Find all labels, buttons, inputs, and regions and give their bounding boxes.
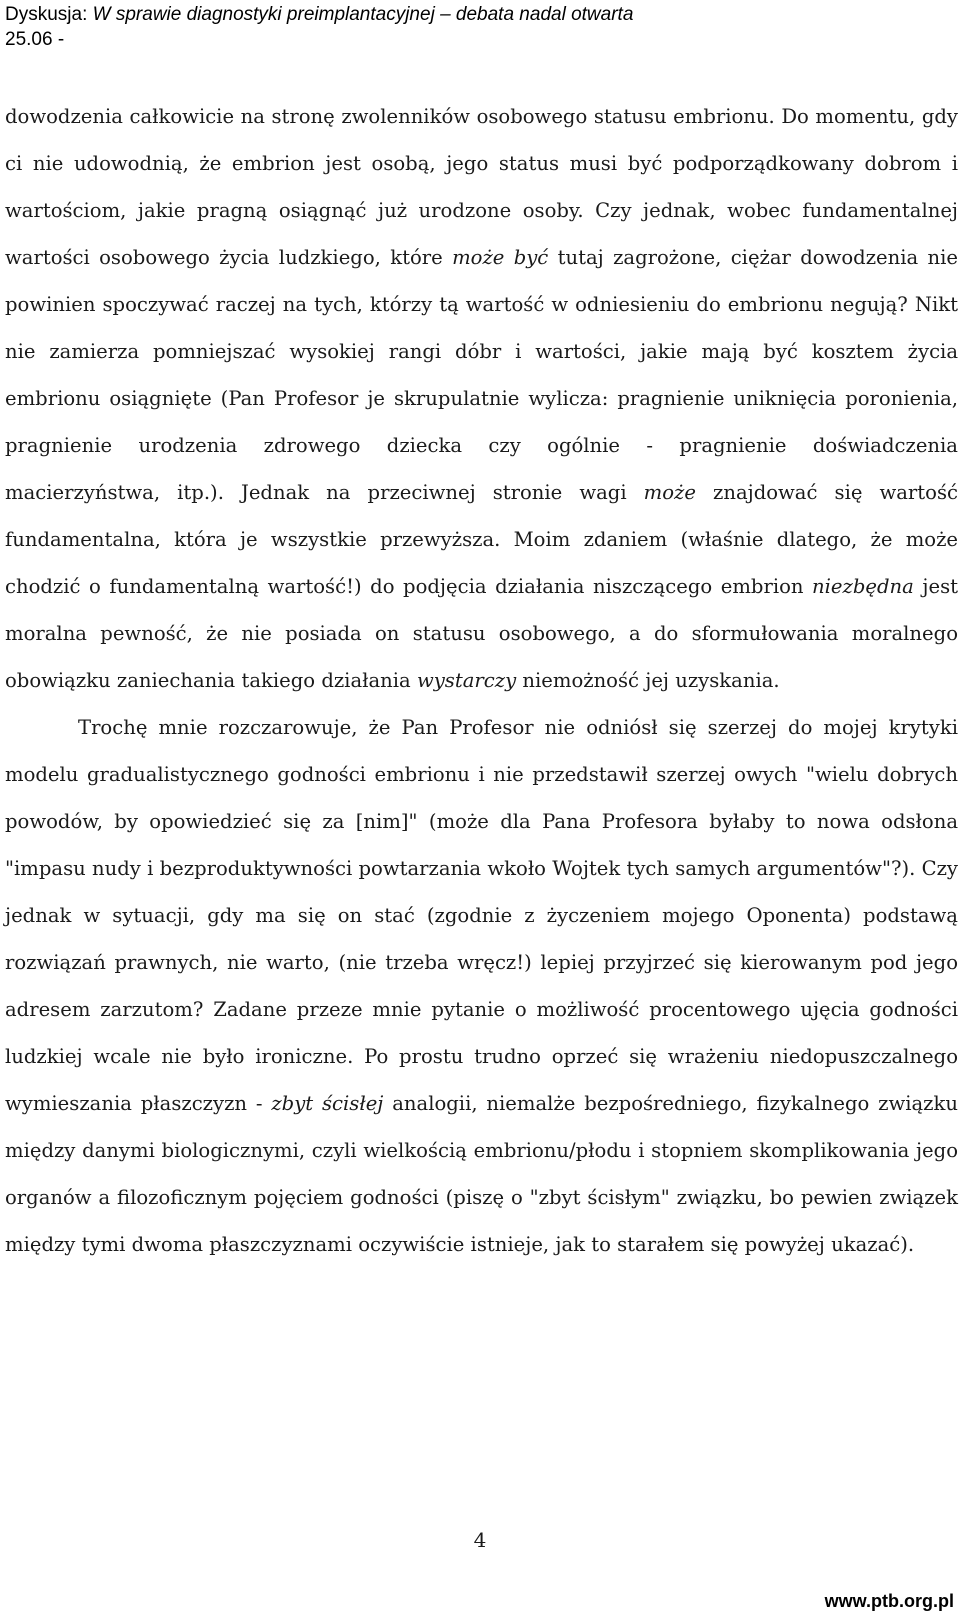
text-run: znajdować się wartość fundamentalna, która je wszystkie przewyższa. Moim zdaniem (właśnie dlatego, że może chodzić o fundamentalną wartość!) do podjęcia działania niszczącego embrion xyxy=(5,481,958,598)
header-prefix: Dyskusja: xyxy=(5,4,93,25)
emphasized-text: wystarczy xyxy=(416,669,517,692)
site-url: www.ptb.org.pl xyxy=(824,1591,954,1611)
page-number: 4 xyxy=(473,1528,487,1552)
document-body xyxy=(5,93,958,1268)
text-run: dowodzenia całkowicie na stronę zwolenników osobowego statusu embrionu. Do momentu, gdy ci nie udowodnią, że embrion jest osobą, jego status musi być podporządkowany dobrom i wartościom, jakie pragną osiągnąć już urodzone osoby. Czy jednak, wobec fundamentalnej wartości osobowego życia ludzkiego, które xyxy=(5,105,958,269)
emphasized-text: może xyxy=(643,481,696,504)
text-run: analogii, niemalże bezpośredniego, fizykalnego związku między danymi biologicznymi, czyli wielkością embrionu/płodu i stopniem skomplikowania jego organów a filozoficznym pojęciem godności (piszę o "zbyt ścisłym" związku, bo pewien związek między tymi dwoma płaszczyznami oczywiście istnieje, jak to starałem się powyżej ukazać). xyxy=(5,1092,958,1256)
page-header xyxy=(5,2,945,52)
emphasized-text: może być xyxy=(452,246,549,269)
text-run: tutaj zagrożone, ciężar dowodzenia nie powinien spoczywać raczej na tych, którzy tą wartość w odniesieniu do embrionu negują? Nikt nie zamierza pomniejszać wysokiej rangi dóbr i wartości, jakie mają być kosztem życia embrionu osiągnięte (Pan Profesor je skrupulatnie wylicza: pragnienie uniknięcia poronienia, pragnienie urodzenia zdrowego dziecka czy ogólnie - pragnienie doświadczenia macierzyństwa, itp.). Jednak na przeciwnej stronie wagi xyxy=(5,246,959,504)
paragraph xyxy=(5,704,958,1268)
text-run: Trochę mnie rozczarowuje, że Pan Profesor nie odniósł się szerzej do mojej krytyki modelu gradualistycznego godności embrionu i nie przedstawił szerzej owych "wielu dobrych powodów, by opowiedzieć się za [nim]" (może dla Pana Profesora byłaby to nowa odsłona "impasu nudy i bezproduktywności powtarzania wkoło Wojtek tych samych argumentów"?). Czy jednak w sytuacji, gdy ma się on stać (zgodnie z życzeniem mojego Oponenta) podstawą rozwiązań prawnych, nie warto, (nie trzeba wręcz!) lepiej przyjrzeć się kierowanym pod jego adresem zarzutom? Zadane przeze mnie pytanie o możliwość procentowego ujęcia godności ludzkiej wcale nie było ironiczne. Po prostu trudno oprzeć się wrażeniu niedopuszczalnego wymieszania płaszczyzn - xyxy=(5,716,958,1115)
text-run: jest moralna pewność, że nie posiada on statusu osobowego, a do sformułowania moralnego obowiązku zaniechania takiego działania xyxy=(5,575,958,692)
header-title-line xyxy=(5,2,945,27)
header-date: 25.06 - xyxy=(5,29,65,50)
emphasized-text: zbyt ścisłej xyxy=(271,1092,384,1115)
emphasized-text: niezbędna xyxy=(812,575,914,598)
header-title: W sprawie diagnostyki preimplantacyjnej – debata nadal otwarta xyxy=(92,4,634,25)
paragraph xyxy=(5,93,958,704)
text-run: niemożność jej uzyskania. xyxy=(516,669,780,692)
